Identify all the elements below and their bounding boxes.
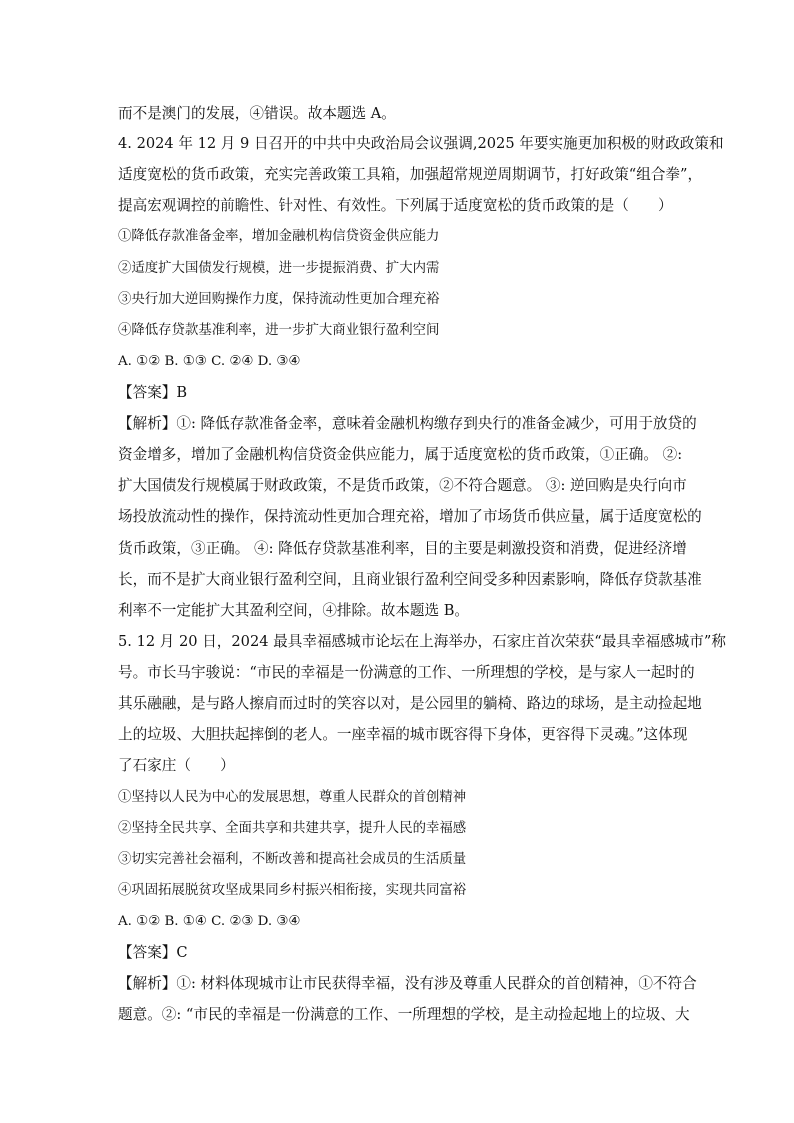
question-5-stem: 5. 12 月 20 日，2024 最具幸福感城市论坛在上海举办，石家庄首次荣获“最具幸福感城市”称 — [118, 633, 726, 650]
analysis-text: 资金增多，增加了金融机构信贷资金供应能力，属于适度宽松的货币政策，①正确。 ②: — [118, 446, 683, 463]
analysis-text: 扩大国债发行规模属于财政政策，不是货币政策，②不符合题意。 ③: 逆回购是央行向市 — [118, 477, 687, 494]
question-5-option: ③切实完善社会福利，不断改善和提高社会成员的生活质量 — [118, 852, 467, 867]
question-5-option: ②坚持全民共享、全面共享和共建共享，提升人民的幸福感 — [118, 821, 467, 836]
analysis-text: 利率不一定能扩大其盈利空间，④排除。故本题选 B。 — [118, 602, 470, 619]
question-4-option: ③央行加大逆回购操作力度，保持流动性更加合理充裕 — [118, 292, 440, 307]
question-5-option: ①坚持以人民为中心的发展思想，尊重人民群众的首创精神 — [118, 790, 467, 805]
question-4-option: ①降低存款准备金率，增加金融机构信贷资金供应能力 — [118, 229, 440, 244]
text-line: 而不是澳门的发展，④错误。故本题选 A。 — [118, 105, 396, 122]
question-5-option: ④巩固拓展脱贫攻坚成果同乡村振兴相衔接，实现共同富裕 — [118, 883, 467, 898]
analysis-text: 【解析】①: 材料体现城市让市民获得幸福，没有涉及尊重人民群众的首创精神，①不符合 — [118, 975, 697, 992]
answer-label: 【答案】B — [118, 384, 188, 401]
analysis-text: 货币政策，③正确。 ④: 降低存贷款基准利率，目的主要是刺激投资和消费，促进经济增 — [118, 540, 687, 557]
question-4-choices: A. ①② B. ①③ C. ②④ D. ③④ — [118, 354, 301, 369]
question-5-stem: 了石家庄（ ） — [118, 757, 235, 774]
answer-label: 【答案】C — [118, 944, 188, 961]
question-5-stem: 其乐融融，是与路人擦肩而过时的笑容以对，是公园里的躺椅、路边的球场，是主动捡起地 — [118, 695, 702, 712]
question-5-choices: A. ①② B. ①④ C. ②③ D. ③④ — [118, 914, 301, 929]
analysis-text: 题意。②: “市民的幸福是一份满意的工作、一所理想的学校，是主动捡起地上的垃圾、大 — [118, 1006, 690, 1023]
question-5-stem: 上的垃圾、大胆扶起摔倒的老人。一座幸福的城市既容得下身体，更容得下灵魂。”这体现 — [118, 726, 688, 743]
question-4-stem: 提高宏观调控的前瞻性、针对性、有效性。下列属于适度宽松的货币政策的是（ ） — [118, 197, 673, 214]
question-4-stem: 适度宽松的货币政策，充实完善政策工具箱，加强超常规逆周期调节，打好政策“组合拳”， — [118, 166, 703, 183]
analysis-text: 【解析】①: 降低存款准备金率，意味着金融机构缴存到央行的准备金减少，可用于放贷的 — [118, 415, 697, 432]
analysis-text: 长，而不是扩大商业银行盈利空间，且商业银行盈利空间受多种因素影响，降低存贷款基准 — [118, 571, 702, 588]
question-4-option: ②适度扩大国债发行规模，进一步提振消费、扩大内需 — [118, 261, 440, 276]
question-5-stem: 号。市长马宇骏说：“市民的幸福是一份满意的工作、一所理想的学校，是与家人一起时的 — [118, 664, 695, 681]
question-4-option: ④降低存贷款基准利率，进一步扩大商业银行盈利空间 — [118, 323, 440, 338]
analysis-text: 场投放流动性的操作，保持流动性更加合理充裕，增加了市场货币供应量，属于适度宽松的 — [118, 508, 702, 525]
question-4-stem: 4. 2024 年 12 月 9 日召开的中共中央政治局会议强调,2025 年要实施更加积极的财政政策和 — [118, 135, 724, 152]
